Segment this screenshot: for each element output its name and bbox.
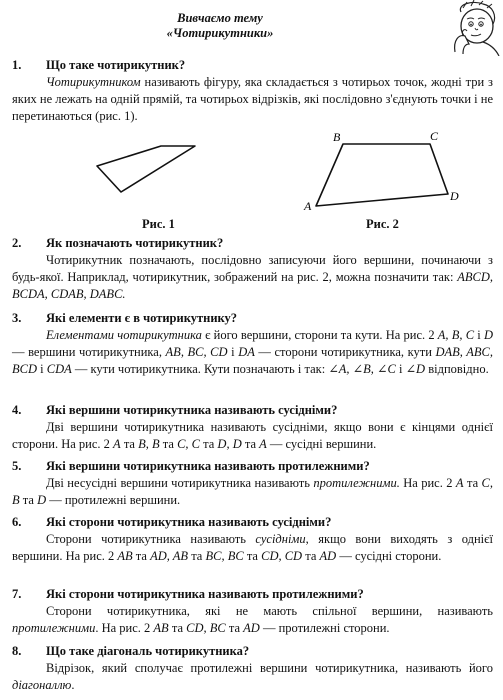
- text-run: .: [71, 678, 75, 692]
- text-run: і: [474, 328, 484, 342]
- section-question: Які сторони чотирикутника називають протилежними?: [46, 587, 364, 601]
- text-run: B, B: [138, 437, 160, 451]
- text-run: D: [483, 328, 493, 342]
- text-run: — протилежні вершини.: [46, 493, 181, 507]
- text-run: та: [463, 476, 482, 490]
- text-run: сусідніми: [255, 532, 306, 546]
- figure-2-caption: Рис. 2: [366, 217, 399, 231]
- topic-heading: Вивчаємо тему: [177, 11, 263, 25]
- section-8: [12, 643, 493, 694]
- text-run: і: [227, 345, 239, 359]
- text-run: , якщо вони виходять з однієї вершини. На рис. 2: [12, 532, 493, 563]
- text-run: ∠D: [405, 362, 426, 376]
- section-number: 7.: [12, 587, 22, 601]
- section-question: Що таке чотирикутник?: [46, 58, 186, 72]
- text-run: Чотирикутник позначають, послідовно записуючи його вершини, починаючи з будь-якої. Наприклад, чотирикутник, зображений на рис. 2, можна позначити так:: [12, 253, 493, 284]
- section-2: [12, 235, 493, 303]
- vertex-label-c: C: [430, 129, 439, 143]
- section-7: [12, 586, 493, 637]
- text-run: та: [132, 549, 151, 563]
- text-run: C, C: [177, 437, 200, 451]
- section-body: [12, 419, 493, 453]
- text-run: та: [188, 549, 206, 563]
- text-run: AB: [117, 549, 133, 563]
- text-run: та: [19, 493, 38, 507]
- section-question: Які вершини чотирикутника називають сусідніми?: [46, 403, 338, 417]
- text-run: Сторони чотирикутника називають: [46, 532, 256, 546]
- text-run: відповідно.: [425, 362, 489, 376]
- text-run: На рис. 2: [399, 476, 456, 490]
- text-run: Дві несусідні вершини чотирикутника називають: [46, 476, 314, 490]
- text-run: Елементами чотирикутника: [46, 328, 202, 342]
- text-run: A: [259, 437, 267, 451]
- text-run: BC, BC: [205, 549, 244, 563]
- text-run: протилежними: [12, 621, 96, 635]
- text-run: ∠A, ∠B, ∠C: [328, 362, 396, 376]
- text-run: та: [241, 437, 260, 451]
- text-run: AD: [243, 621, 260, 635]
- figure-2-quadrilateral: [300, 124, 470, 216]
- section-3: [12, 310, 493, 378]
- text-run: ABCD, BCDA, CDAB, DABC.: [12, 270, 493, 301]
- section-number: 3.: [12, 311, 22, 325]
- text-run: є його вершини, сторони та кути. На рис. 2: [201, 328, 438, 342]
- section-number: 1.: [12, 58, 22, 72]
- figure-1-quadrilateral: [95, 138, 205, 200]
- text-run: CD, BC: [186, 621, 226, 635]
- text-run: C, B: [12, 476, 493, 507]
- text-run: . На рис. 2: [95, 621, 154, 635]
- vertex-label-b: B: [333, 130, 341, 144]
- text-run: D: [37, 493, 47, 507]
- text-run: Сторони чотирикутника, які не мають спільної вершини, називають: [46, 604, 493, 618]
- text-run: та: [159, 437, 178, 451]
- section-number: 8.: [12, 644, 22, 658]
- section-5: [12, 458, 493, 509]
- text-run: AB: [153, 621, 169, 635]
- section-question: Що таке діагональ чотирикутника?: [46, 644, 250, 658]
- text-run: та: [302, 549, 320, 563]
- section-body: [12, 327, 493, 378]
- text-run: DAB, ABC, BCD: [12, 345, 494, 376]
- vertex-label-d: D: [450, 189, 459, 203]
- text-run: та: [168, 621, 187, 635]
- text-run: DA: [238, 345, 255, 359]
- text-run: Відрізок, який сполучає протилежні вершини чотирикутника, називають його: [46, 661, 493, 675]
- text-run: протилежними.: [313, 476, 400, 490]
- section-body: [12, 603, 493, 637]
- text-run: D, D: [217, 437, 242, 451]
- section-6: [12, 514, 493, 565]
- text-run: — вершини чотирикутника,: [12, 345, 166, 359]
- thinking-boy-icon: [443, 0, 503, 56]
- section-body: [12, 660, 493, 694]
- text-run: — протилежні сторони.: [259, 621, 390, 635]
- section-number: 2.: [12, 236, 22, 250]
- section-number: 6.: [12, 515, 22, 529]
- text-run: та: [225, 621, 244, 635]
- topic-title: «Чотирикутники»: [166, 26, 274, 40]
- figure-1-caption: Рис. 1: [142, 217, 175, 231]
- section-body: [12, 475, 493, 509]
- text-run: і: [37, 362, 47, 376]
- text-run: — сусідні сторони.: [336, 549, 442, 563]
- text-run: A: [113, 437, 121, 451]
- text-run: діагоналлю: [12, 678, 72, 692]
- text-run: AD: [319, 549, 337, 563]
- section-body: [12, 252, 493, 303]
- section-body: [12, 74, 493, 125]
- text-run: та: [200, 437, 218, 451]
- section-question: Які елементи є в чотирикутнику?: [46, 311, 238, 325]
- text-run: Чотирикутником: [46, 75, 141, 89]
- text-run: Дві вершини чотирикутника називають сусідніми, якщо вони є кінцями однієї сторони. На рис. 2: [12, 420, 493, 451]
- vertex-label-a: A: [304, 199, 312, 213]
- section-question: Які сторони чотирикутника називають сусідніми?: [46, 515, 332, 529]
- text-run: та: [120, 437, 139, 451]
- section-number: 4.: [12, 403, 22, 417]
- text-run: — сусідні вершини.: [266, 437, 377, 451]
- section-number: 5.: [12, 459, 22, 473]
- text-run: — кути чотирикутника. Кути позначають і так:: [71, 362, 329, 376]
- section-body: [12, 531, 493, 565]
- section-question: Які вершини чотирикутника називають протилежними?: [46, 459, 370, 473]
- text-run: та: [243, 549, 262, 563]
- section-1: [12, 57, 493, 125]
- text-run: A, B, C: [437, 328, 475, 342]
- text-run: і: [395, 362, 406, 376]
- section-4: [12, 402, 493, 453]
- text-run: CD, CD: [261, 549, 303, 563]
- text-run: A: [455, 476, 464, 490]
- text-run: AD, AB: [150, 549, 189, 563]
- text-run: CDA: [46, 362, 72, 376]
- section-question: Як позначають чотирикутник?: [46, 236, 224, 250]
- text-run: називають фігуру, яка складається з чотирьох точок, жодні три з яких не лежать на одній прямій, та чотирьох відрізків, які послідовно з'єднують точки і не перетинаються (рис. 1).: [12, 75, 494, 123]
- text-run: AB, BC, CD: [165, 345, 228, 359]
- text-run: — сторони чотирикутника, кути: [254, 345, 436, 359]
